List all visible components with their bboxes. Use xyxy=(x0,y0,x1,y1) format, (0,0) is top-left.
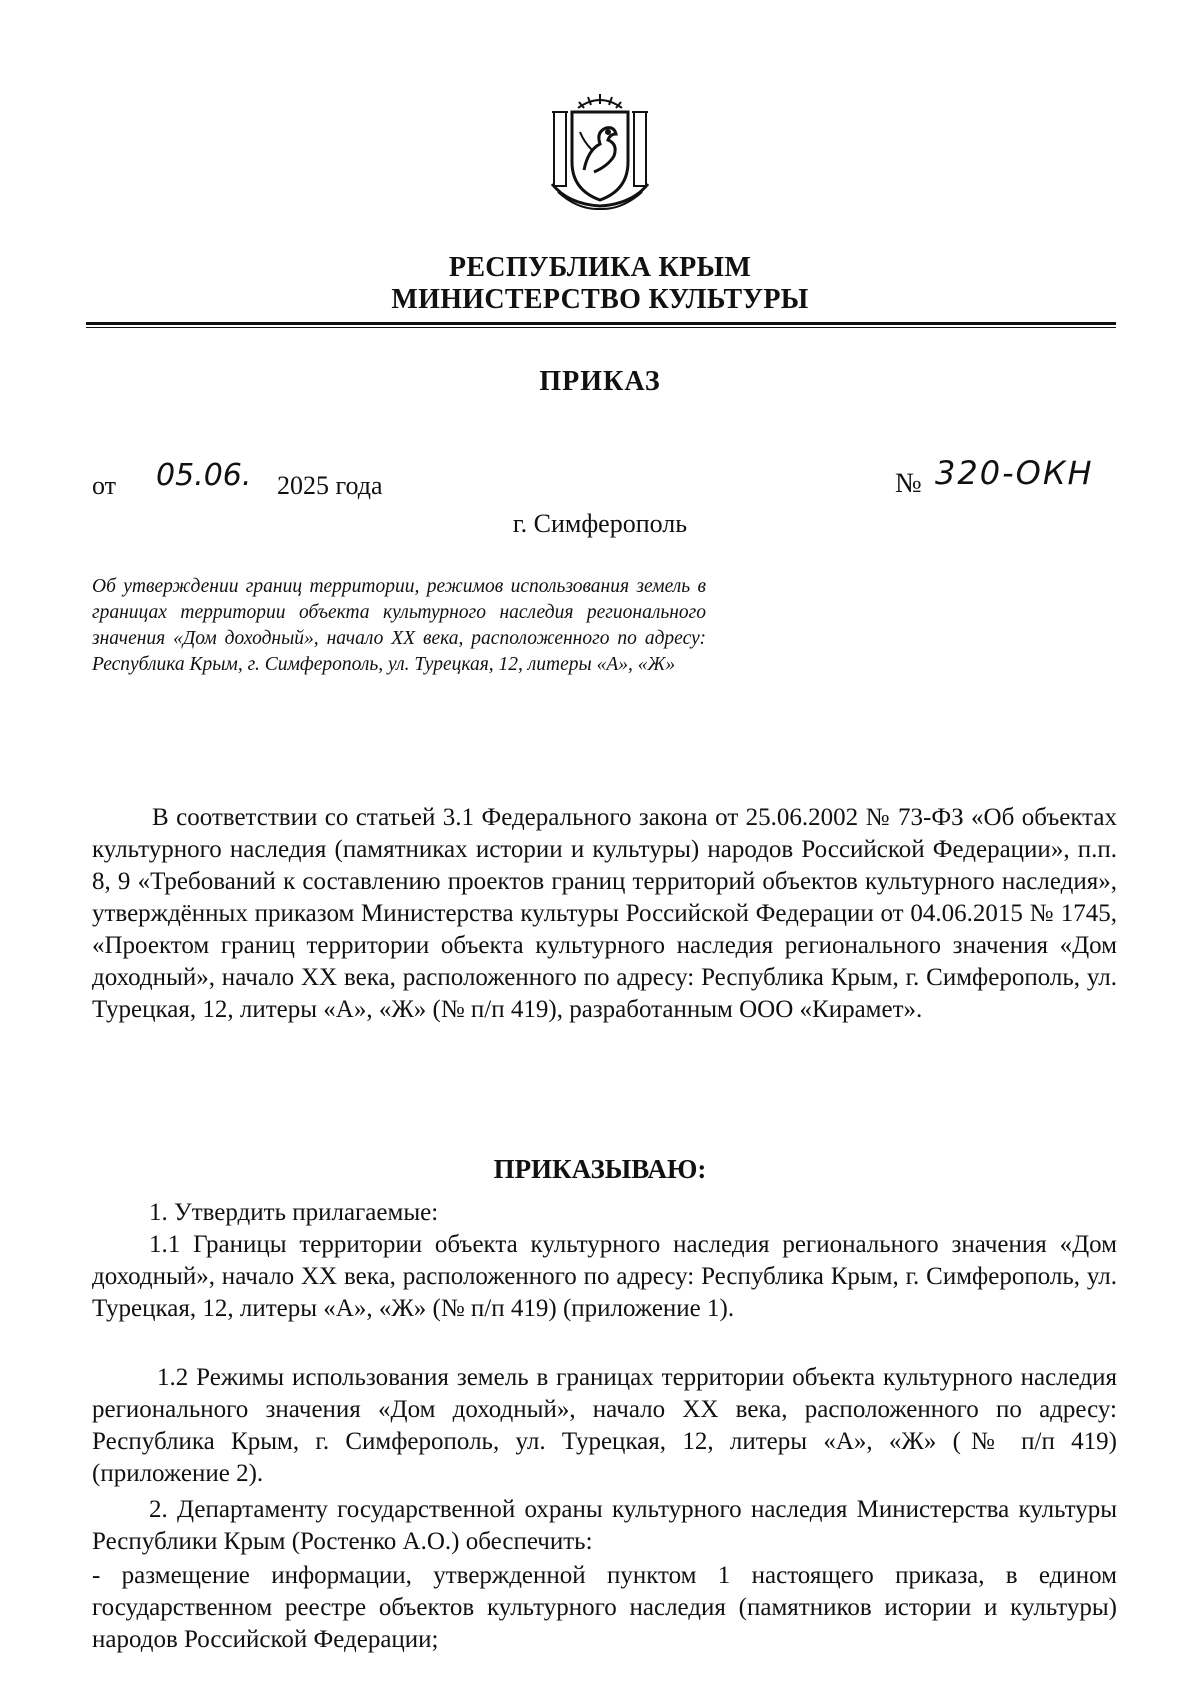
item-1-2: 1.2 Режимы использования земель в границах территории объекта культурного наследия регионального значения «Дом доходный», начало XX века, расположенного по адресу: Республика Крым, г. Симферополь, ул. Турецкая, 12, литеры «А», «Ж» (№ п/п 419) (приложение 2). xyxy=(92,1364,1117,1487)
item-2-bullet: - размещение информации, утвержденной пунктом 1 настоящего приказа, в едином государственном реестре объектов культурного наследия (памятников истории и культуры) народов Российской Федерации; xyxy=(92,1562,1117,1653)
item-1-1: 1.1 Границы территории объекта культурного наследия регионального значения «Дом доходный», начало XX века, расположенного по адресу: Республика Крым, г. Симферополь, ул. Турецкая, 12, литеры «А», «Ж» (№ п/п 419) (приложение 1). xyxy=(92,1231,1117,1322)
header-divider-thin xyxy=(86,327,1116,328)
item-1: 1. Утвердить прилагаемые: xyxy=(149,1199,439,1226)
preamble-paragraph: В соответствии со статьей 3.1 Федерального закона от 25.06.2002 № 73-ФЗ «Об объектах культурного наследия (памятниках истории и культуры) народов Российской Федерации», п.п. 8, 9 «Требований к составлению проектов границ территорий объектов культурного наследия», утверждённых приказом Министерства культуры Российской Федерации от 04.06.2015 № 1745, «Проектом границ территории объекта культурного наследия регионального значения «Дом доходный», начало XX века, расположенного по адресу: Республика Крым, г. Симферополь, ул. Турецкая, 12, литеры «А», «Ж» (№ п/п 419), разработанным ООО «Кирамет». xyxy=(92,804,1117,1023)
header-divider xyxy=(86,322,1116,325)
order-subject: Об утверждении границ территории, режимов использования земель в границах территории объекта культурного наследия регионального значения «Дом доходный», начало XX века, расположенного по адресу: Республика Крым, г. Симферополь, ул. Турецкая, 12, литеры «А», «Ж» xyxy=(92,576,706,675)
republic-name: РЕСПУБЛИКА КРЫМ xyxy=(448,252,752,283)
document-type-title: ПРИКАЗ xyxy=(539,366,661,397)
date-year: 2025 года xyxy=(277,471,383,500)
ministry-name: МИНИСТЕРСТВО КУЛЬТУРЫ xyxy=(391,284,809,315)
handwritten-order-number: 320-ОКН xyxy=(935,454,1094,492)
coat-of-arms-emblem xyxy=(548,92,652,210)
number-sign: № xyxy=(895,468,922,499)
date-prefix: от xyxy=(92,471,117,500)
city: г. Симферополь xyxy=(512,509,688,538)
order-directive-heading: ПРИКАЗЫВАЮ: xyxy=(493,1154,707,1184)
item-2: 2. Департаменту государственной охраны культурного наследия Министерства культуры Республики Крым (Ростенко А.О.) обеспечить: xyxy=(92,1496,1117,1555)
handwritten-date: 05.06. xyxy=(156,458,252,493)
